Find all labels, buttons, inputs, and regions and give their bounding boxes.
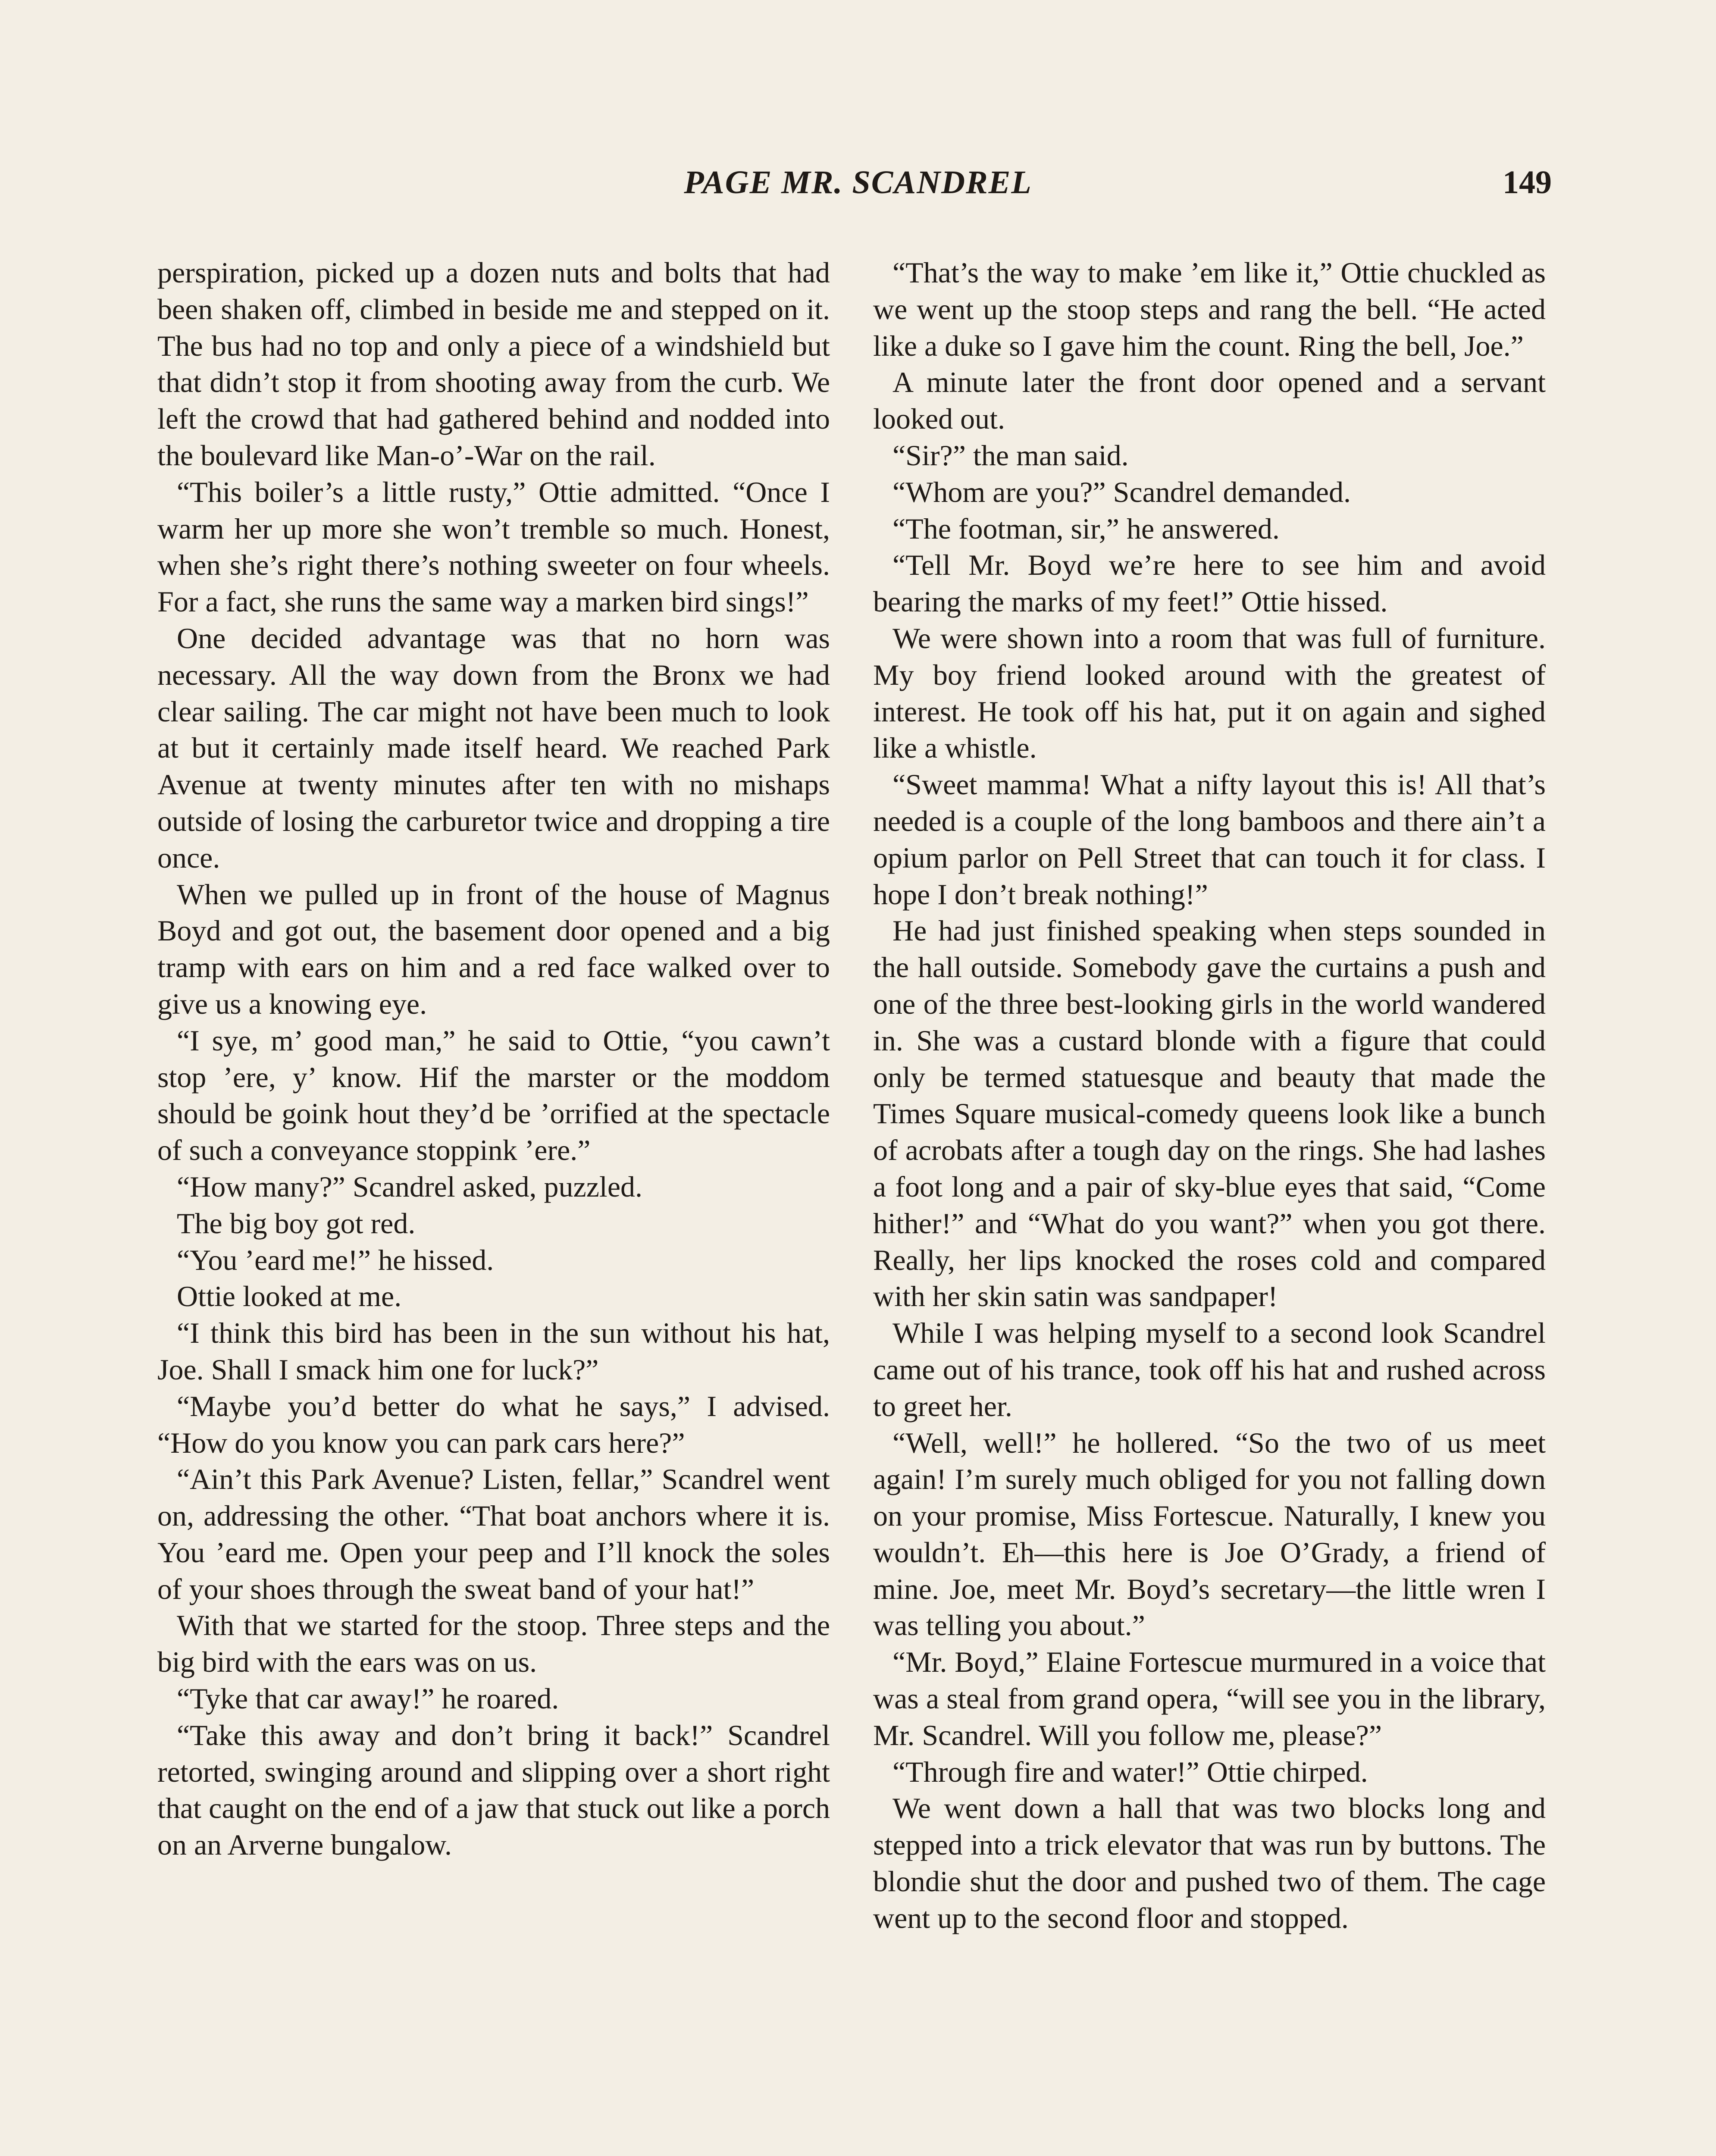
paragraph: “Sweet mamma! What a nifty layout this is! All that’s needed is a couple of the long bamboos and there ain’t a opium parlor on Pell Street that can touch it for class. I hope I don’t break nothing!” — [873, 768, 1546, 911]
paragraph: “I think this bird has been in the sun without his hat, Joe. Shall I smack him one for luck?” — [157, 1316, 830, 1386]
paragraph: He had just finished speaking when steps sounded in the hall outside. Somebody gave the curtains a push and one of the three best-looking girls in the world wandered in. She was a custard blonde with a figure that could only be termed statuesque and beauty that made the Times Square musical-comedy queens look like a bunch of acrobats after a tough day on the rings. She had lashes a foot long and a pair of sky-blue eyes that said, “Come hither!” and “What do you want?” when you got there. Really, her lips knocked the roses cold and compared with her skin satin was sandpaper! — [873, 914, 1546, 1313]
paragraph: “Tyke that car away!” he roared. — [177, 1682, 559, 1715]
paragraph: “Take this away and don’t bring it back!” Scandrel retorted, swinging around and slipping over a short right that caught on the end of a jaw that stuck out like a porch on an Arverne bungalow. — [157, 1718, 830, 1861]
paragraph: “This boiler’s a little rusty,” Ottie admitted. “Once I warm her up more she won’t tremble so much. Honest, when she’s right there’s nothing sweeter on four wheels. For a fact, she runs the same way a marken bird sings!” — [157, 475, 830, 618]
right-column — [873, 254, 1546, 2156]
paragraph: “The footman, sir,” he answered. — [892, 512, 1280, 545]
paragraph: When we pulled up in front of the house of Magnus Boyd and got out, the basement door opened and a big tramp with ears on him and a red face walked over to give us a knowing eye. — [157, 877, 830, 1020]
paragraph: “Tell Mr. Boyd we’re here to see him and avoid bearing the marks of my feet!” Ottie hissed. — [873, 548, 1546, 618]
paragraph: “That’s the way to make ’em like it,” Ottie chuckled as we went up the stoop steps and rang the bell. “He acted like a duke so I gave him the count. Ring the bell, Joe.” — [873, 256, 1546, 362]
paragraph: We were shown into a room that was full of furniture. My boy friend looked around with the greatest of interest. He took off his hat, put it on again and sighed like a whistle. — [873, 621, 1546, 765]
paragraph: “How many?” Scandrel asked, puzzled. — [177, 1170, 642, 1203]
paragraph: “Well, well!” he hollered. “So the two of us meet again! I’m surely much obliged for you not falling down on your promise, Miss Fortescue. Naturally, I knew you wouldn’t. Eh—this here is Joe O’Grady, a friend of mine. Joe, meet Mr. Boyd’s secretary—the little wren I was telling you about.” — [873, 1426, 1546, 1642]
paragraph: “Maybe you’d better do what he says,” I advised. “How do you know you can park cars here?” — [157, 1389, 830, 1459]
paragraph: “Whom are you?” Scandrel demanded. — [892, 475, 1351, 508]
paragraph: While I was helping myself to a second look Scandrel came out of his trance, took off his hat and rushed across to greet her. — [873, 1316, 1546, 1423]
paragraph: A minute later the front door opened and a servant looked out. — [873, 366, 1546, 436]
paragraph: “Sir?” the man said. — [892, 439, 1129, 472]
paragraph: One decided advantage was that no horn was necessary. All the way down from the Bronx we had clear sailing. The car might not have been much to look at but it certainly made itself heard. We reached Park Avenue at twenty minutes after ten with no mishaps outside of losing the carburetor twice and dropping a tire once. — [157, 621, 830, 874]
paragraph: “You ’eard me!” he hissed. — [177, 1243, 494, 1276]
left-column — [157, 254, 830, 2156]
paragraph: “Mr. Boyd,” Elaine Fortescue murmured in a voice that was a steal from grand opera, “will see you in the library, Mr. Scandrel. Will you follow me, please?” — [873, 1645, 1546, 1752]
paragraph: The big boy got red. — [177, 1206, 416, 1240]
running-head-title: PAGE MR. SCANDREL — [684, 164, 1032, 201]
paragraph: Ottie looked at me. — [177, 1280, 402, 1313]
paragraph: “Through fire and water!” Ottie chirped. — [892, 1755, 1368, 1788]
paragraph: We went down a hall that was two blocks long and stepped into a trick elevator that was run by buttons. The blondie shut the door and pushed two of them. The cage went up to the second floor and stopped. — [873, 1792, 1546, 1934]
paragraph: “Ain’t this Park Avenue? Listen, fellar,” Scandrel went on, addressing the other. “That boat anchors where it is. You ’eard me. Open your peep and I’ll knock the soles of your shoes through the sweat band of your hat!” — [157, 1463, 830, 1605]
paragraph: perspiration, picked up a dozen nuts and bolts that had been shaken off, climbed in beside me and stepped on it. The bus had no top and only a piece of a windshield but that didn’t stop it from shooting away from the curb. We left the crowd that had gathered behind and nodded into the boulevard like Man-o’-War on the rail. — [157, 256, 830, 472]
paragraph: “I sye, m’ good man,” he said to Ottie, “you cawn’t stop ’ere, y’ know. Hif the marster or the moddom should be goink hout they’d be ’orrified at the spectacle of such a conveyance stoppink ’ere.” — [157, 1024, 830, 1167]
page-number: 149 — [1503, 164, 1552, 201]
paragraph: With that we started for the stoop. Three steps and the big bird with the ears was on us. — [157, 1609, 830, 1679]
